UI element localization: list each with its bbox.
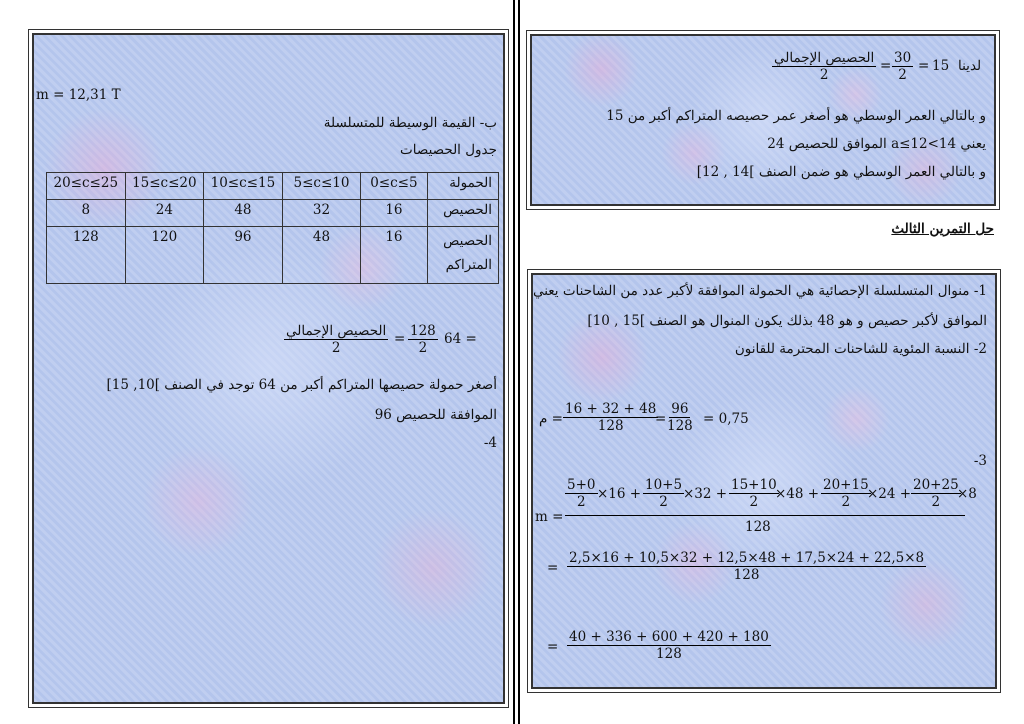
table-row (47, 200, 499, 227)
table-cell: 24 (125, 200, 204, 227)
mean-step-2: = $\frac{2,5\times 16 + 10,5\times 32 + 12,5\times 48 + 17,5\times 24 + 22,5\times 8}{128}$ (547, 550, 925, 583)
table-cell: 48 (282, 227, 361, 284)
row-label-load: الحمولة (427, 173, 498, 200)
ratio-result: = 0,75 (703, 411, 749, 427)
frac-total-over-2: الحصيص الإجمالي 2 (286, 323, 387, 356)
section-title: حل التمرين الثالث (891, 221, 994, 237)
frequency-table (46, 172, 499, 284)
term-frac: $\frac{20+25}{2}$ (913, 477, 959, 510)
row-label-cumulative: الحصيص المتراكم (427, 227, 498, 284)
frac-total-over-2: الحصيص الإجمالي 2 (774, 50, 875, 83)
table-row (47, 173, 499, 200)
median-line-2: الموافقة للحصيص 96 (374, 407, 497, 423)
table-cell: 15≤c≤20 (125, 173, 204, 200)
mean-denominator: 128 (745, 519, 771, 535)
median-equation: الحصيص الإجمالي 2 = $\frac{128}{2}$ 64 = (286, 323, 477, 356)
median-value: 64 = (444, 331, 477, 347)
mean-equation (535, 477, 975, 541)
term-frac: $\frac{5+0}{2}$ (567, 477, 596, 510)
term-frac: $\frac{20+15}{2}$ (823, 477, 869, 510)
ratio-equation: م = $\frac{16 + 32 + 48}{128}$ = $\frac{96}{128}$ = 0,75 (539, 401, 749, 434)
table-cell: 16 (361, 227, 427, 284)
median-line-1: أصغر حمولة حصيصها المتراكم أكبر من 64 توجد في الصنف ]10, 15] (106, 377, 497, 393)
top-value: 15 (932, 58, 950, 74)
mean-step-3: = $\frac{40 + 336 + 600 + 420 + 180}{128}$ (547, 629, 769, 662)
mean-lhs: m = (535, 509, 564, 525)
ratio-lhs: م = (539, 411, 563, 427)
term-frac: $\frac{10+5}{2}$ (645, 477, 683, 510)
left-solution-panel (28, 29, 509, 708)
frac-96-over-128: $\frac{96}{128}$ (667, 401, 693, 434)
table-cell: 8 (47, 200, 126, 227)
table-title: جدول الحصيصات (400, 142, 497, 158)
frac-30-over-2: $\frac{30}{2}$ (894, 50, 912, 83)
table-cell: 20≤c≤25 (47, 173, 126, 200)
page-divider (513, 0, 515, 724)
right-bottom-panel (527, 269, 1001, 693)
frac-sum-over-128: $\frac{16 + 32 + 48}{128}$ (565, 401, 657, 434)
right-bottom-body (531, 273, 997, 689)
table-cell: 0≤c≤5 (361, 173, 427, 200)
item-3: -3 (973, 453, 987, 469)
table-row (47, 227, 499, 284)
table-cell: 48 (204, 200, 283, 227)
right-top-body (530, 34, 996, 206)
ex3-line-2: الموافق لأكبر حصيص و هو 48 بذلك يكون المنوال هو الصنف ]15 , 10] (587, 313, 987, 329)
ex3-line-1: 1- منوال المتسلسلة الإحصائية هي الحمولة الموافقة لأكبر عدد من الشاحنات يعني (532, 283, 987, 299)
table-cell: 32 (282, 200, 361, 227)
table-cell: 120 (125, 227, 204, 284)
mean-numerator: $\frac{5+0}{2}$ ×16 + $\frac{10+5}{2}$ ×32 + $\frac{15+10}{2}$ ×48 + $\frac{20+15}{2}$ ×24 + $\frac{20+25}{2}$ ×8 (565, 477, 965, 516)
table-cell: 10≤c≤15 (204, 173, 283, 200)
item-4: -4 (483, 435, 497, 451)
table-cell: 96 (204, 227, 283, 284)
top-line-1: و بالتالي العمر الوسطي هو أصغر عمر حصيصه المتراكم أكبر من 15 (606, 108, 986, 124)
table-cell: 5≤c≤10 (282, 173, 361, 200)
top-line-2: يعني 14>a≤12 الموافق للحصيص 24 (767, 136, 986, 152)
term-frac: $\frac{15+10}{2}$ (731, 477, 777, 510)
frac-128-over-2: $\frac{128}{2}$ (410, 323, 436, 356)
table-cell: 128 (47, 227, 126, 284)
ex3-line-3: 2- النسبة المئوية للشاحنات المحترمة للقانون (734, 341, 987, 357)
table-cell: 16 (361, 200, 427, 227)
right-top-panel (526, 30, 1000, 210)
left-panel-body (32, 33, 505, 704)
row-label-frequency: الحصيص (427, 200, 498, 227)
step3-frac: $\frac{40 + 336 + 600 + 420 + 180}{128}$ (569, 629, 769, 662)
page-divider-inner (518, 0, 520, 724)
top-equation: الحصيص الإجمالي 2 = $\frac{30}{2}$ = 15 لدينا (774, 50, 982, 83)
median-heading: ب- القيمة الوسيطة للمتسلسلة (323, 115, 497, 131)
mean-result: m = 12,31 T (36, 87, 121, 103)
step2-frac: $\frac{2,5\times 16 + 10,5\times 32 + 12,5\times 48 + 17,5\times 24 + 22,5\times 8}{128}$ (569, 550, 925, 583)
top-line-3: و بالتالي العمر الوسطي هو ضمن الصنف ]14 , 12] (696, 164, 986, 180)
top-label: لدينا (958, 58, 982, 74)
